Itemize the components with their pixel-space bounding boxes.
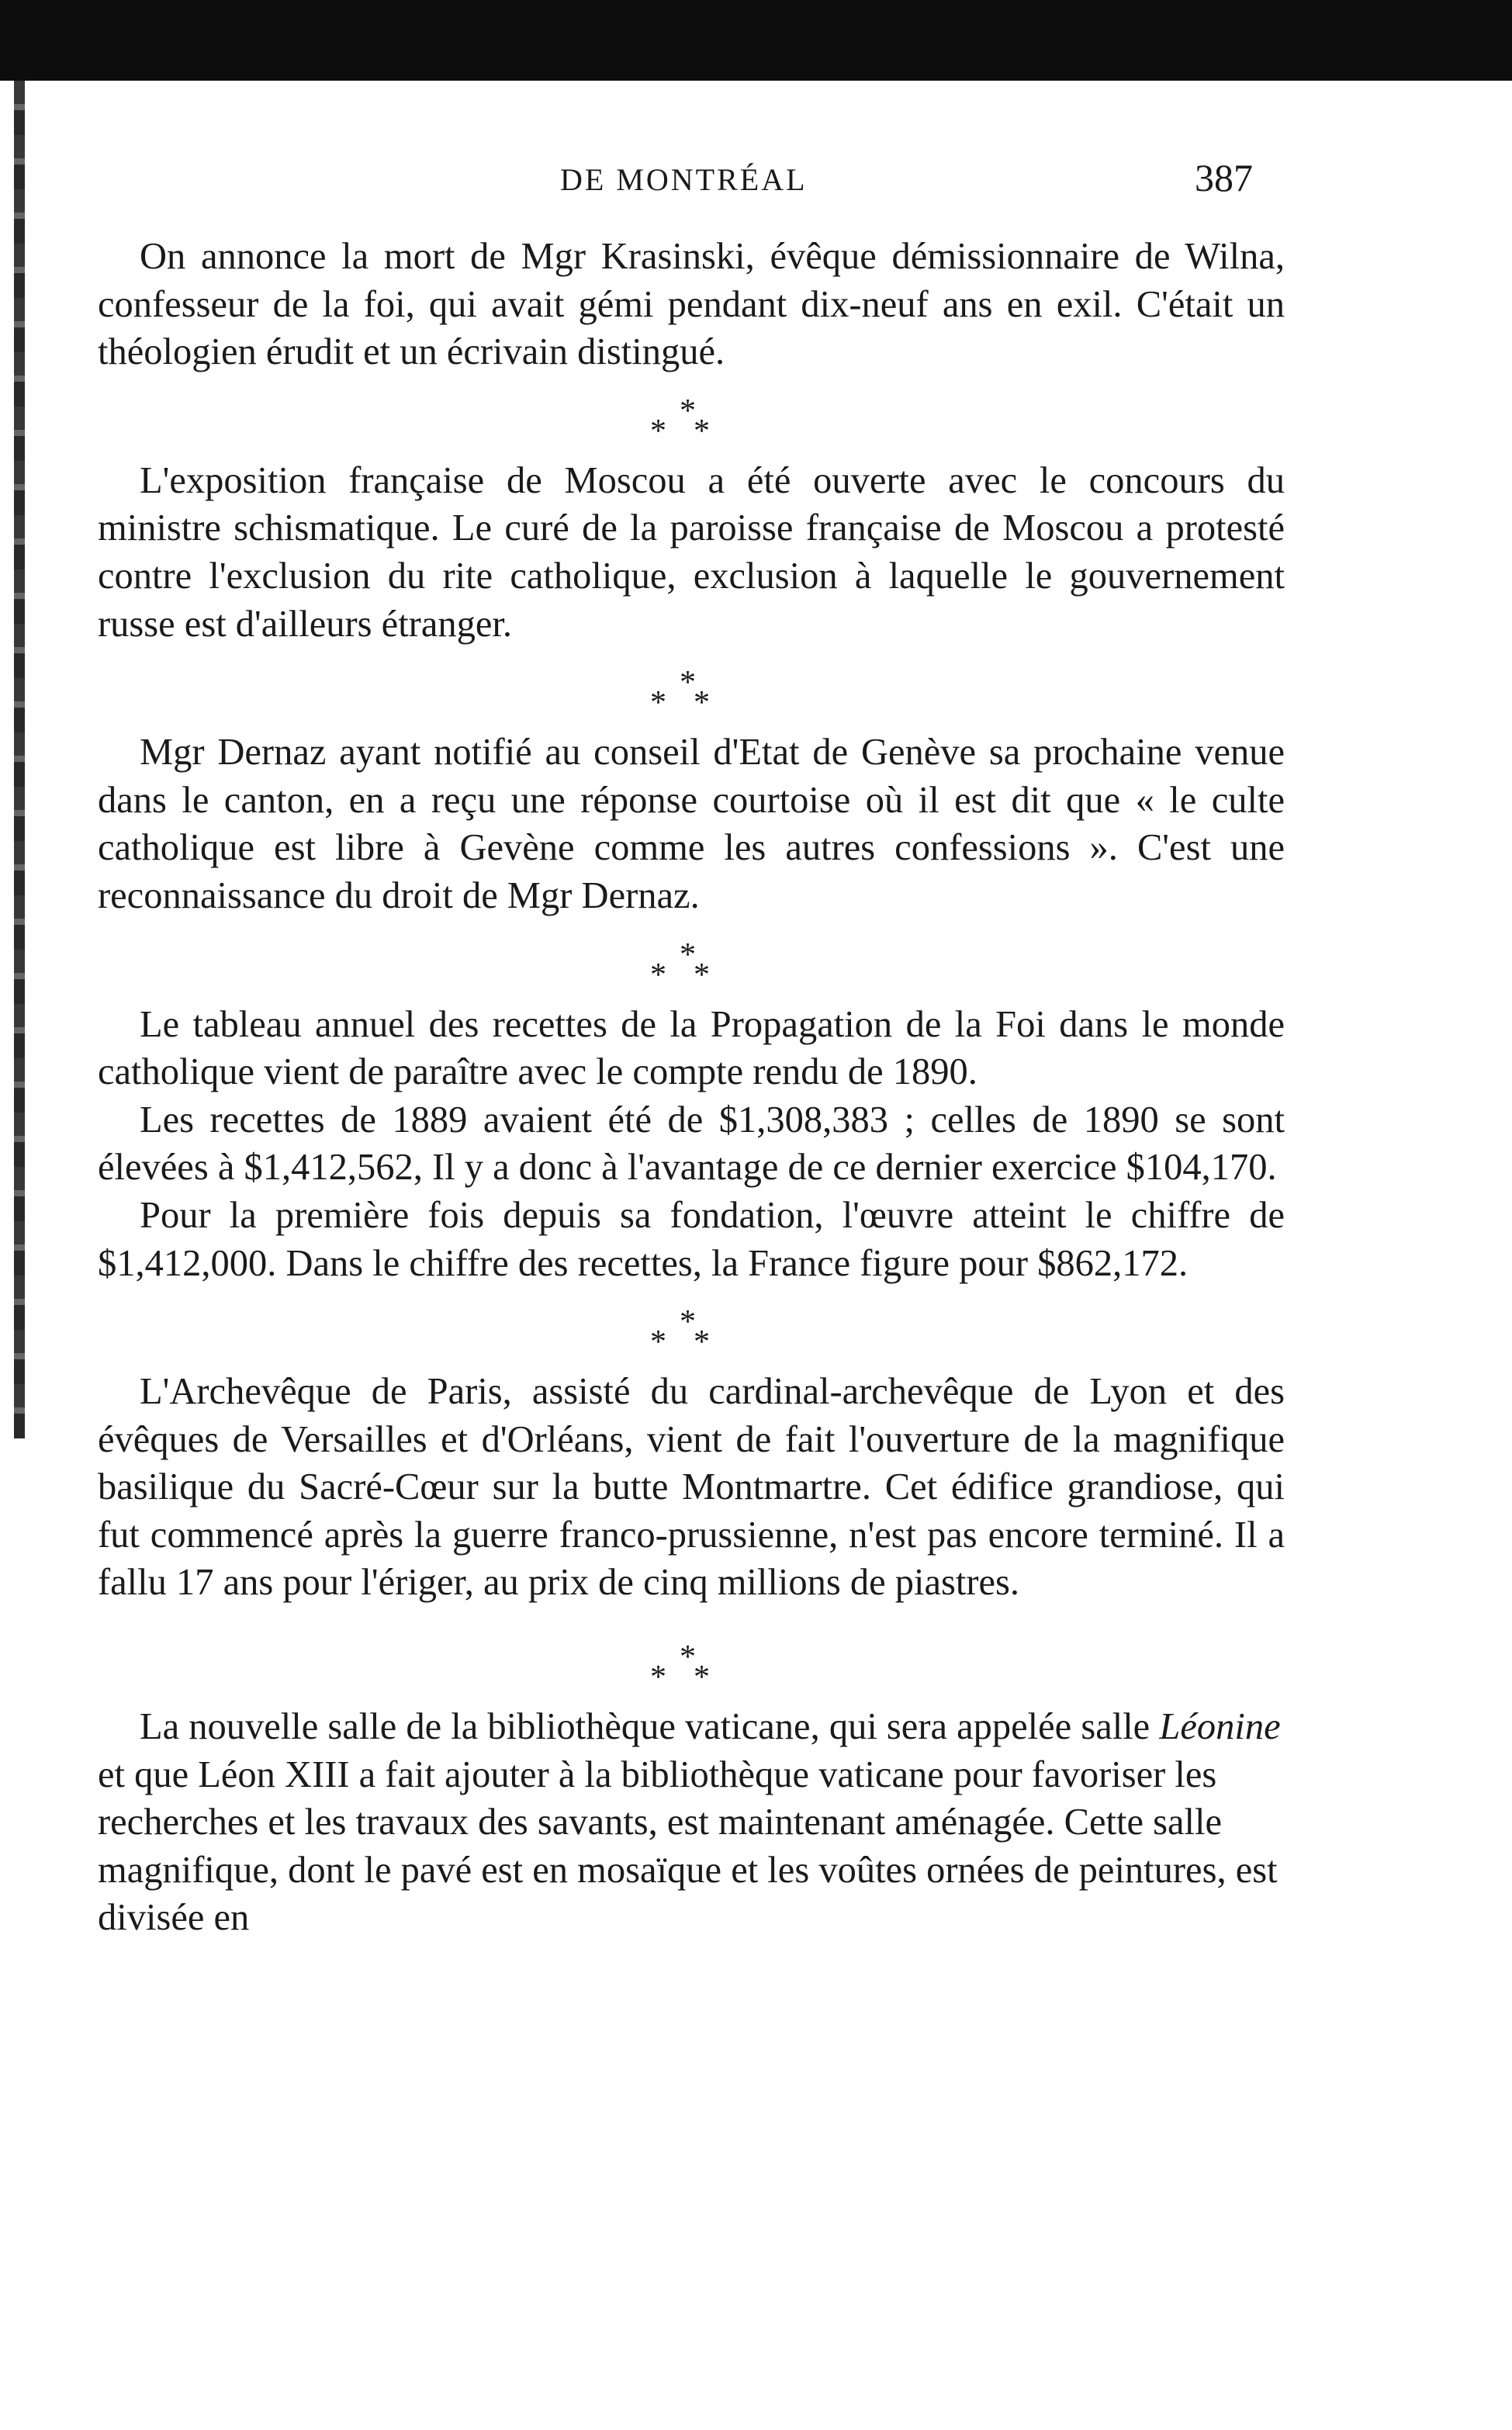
asterism-star: * <box>680 936 696 973</box>
asterism-star: * <box>694 1660 710 1696</box>
page-body <box>98 233 1285 1942</box>
asterism-star: * <box>680 1304 696 1341</box>
asterism-star: * <box>694 1324 710 1361</box>
paragraph-dernaz: Mgr Dernaz ayant notifié au conseil d'Etat de Genève sa prochaine venue dans le canton, en a reçu une réponse courtoise où il est dit que « le culte catholique est libre à Gevène comme les autres confessions ». C'est une reconnaissance du droit de Mgr Dernaz. <box>98 732 1285 916</box>
paragraph-recettes: Les recettes de 1889 avaient été de $1,308,383 ; celles de 1890 se sont élevées à $1,412,562, Il y a donc à l'avantage de ce dernier exercice $104,170. <box>98 1099 1285 1189</box>
paragraph-text: La nouvelle salle de la bibliothèque vaticane, qui sera appelée salle <box>140 1706 1160 1748</box>
paragraph-text: et que Léon XIII a fait ajouter à la bibliothèque vaticane pour favoriser les recherches et les travaux des savants, est maintenant aménagée. Cette salle magnifique, dont le pavé est en mosaïque et les voûtes ornées de peintures, est divisée en <box>98 1753 1278 1939</box>
paragraph-sacre-coeur: L'Archevêque de Paris, assisté du cardinal-archevêque de Lyon et des évêques de Versailles et d'Orléans, vient de fait l'ouverture de la magnifique basilique du Sacré-Cœur sur la butte Montmartre. Cet édifice grandiose, qui fut commencé après la guerre franco-prussienne, n'est pas encore terminé. Il a fallu 17 ans pour l'ériger, au prix de cinq millions de piastres. <box>98 1371 1285 1604</box>
running-title: DE MONTRÉAL <box>560 162 808 197</box>
asterism-star: * <box>694 413 710 449</box>
asterism-star: * <box>680 1639 696 1676</box>
asterism-separator <box>98 648 1285 729</box>
page-header <box>0 156 1512 208</box>
asterism-star: * <box>680 393 696 429</box>
asterism-separator <box>98 920 1285 1001</box>
scan-top-border <box>0 0 1512 81</box>
asterism-separator <box>98 1622 1285 1703</box>
asterism-star: * <box>680 665 696 701</box>
italic-term: Léonine <box>1159 1706 1281 1748</box>
paragraph-premiere-fois: Pour la première fois depuis sa fondation, l'œuvre atteint le chiffre de $1,412,000. Dans le chiffre des recettes, la France figure pour $862,172. <box>98 1194 1285 1284</box>
asterism-star: * <box>650 1660 666 1696</box>
paragraph-moscou: L'exposition française de Moscou a été ouverte avec le concours du ministre schismatique. Le curé de la paroisse française de Moscou a protesté contre l'exclusion du rite catholique, exclusion à laquelle le gouvernement russe est d'ailleurs étranger. <box>98 459 1285 645</box>
asterism-star: * <box>694 957 710 993</box>
asterism-star: * <box>650 413 666 449</box>
asterism-star: * <box>650 957 666 993</box>
asterism-separator <box>98 376 1285 457</box>
paragraph-bibliotheque <box>98 1703 1285 1942</box>
asterism-star: * <box>650 1324 666 1361</box>
asterism-star: * <box>650 685 666 722</box>
scan-binding-edge <box>14 81 25 1438</box>
paragraph-krasinski: On annonce la mort de Mgr Krasinski, évêque démissionnaire de Wilna, confesseur de la foi, qui avait gémi pendant dix-neuf ans en exil. C'était un théologien érudit et un écrivain distingué. <box>98 236 1285 373</box>
page-number: 387 <box>1195 156 1253 199</box>
paragraph-propagation: Le tableau annuel des recettes de la Propagation de la Foi dans le monde catholique vient de paraître avec le compte rendu de 1890. <box>98 1003 1285 1093</box>
asterism-star: * <box>694 685 710 722</box>
asterism-separator <box>98 1287 1285 1368</box>
